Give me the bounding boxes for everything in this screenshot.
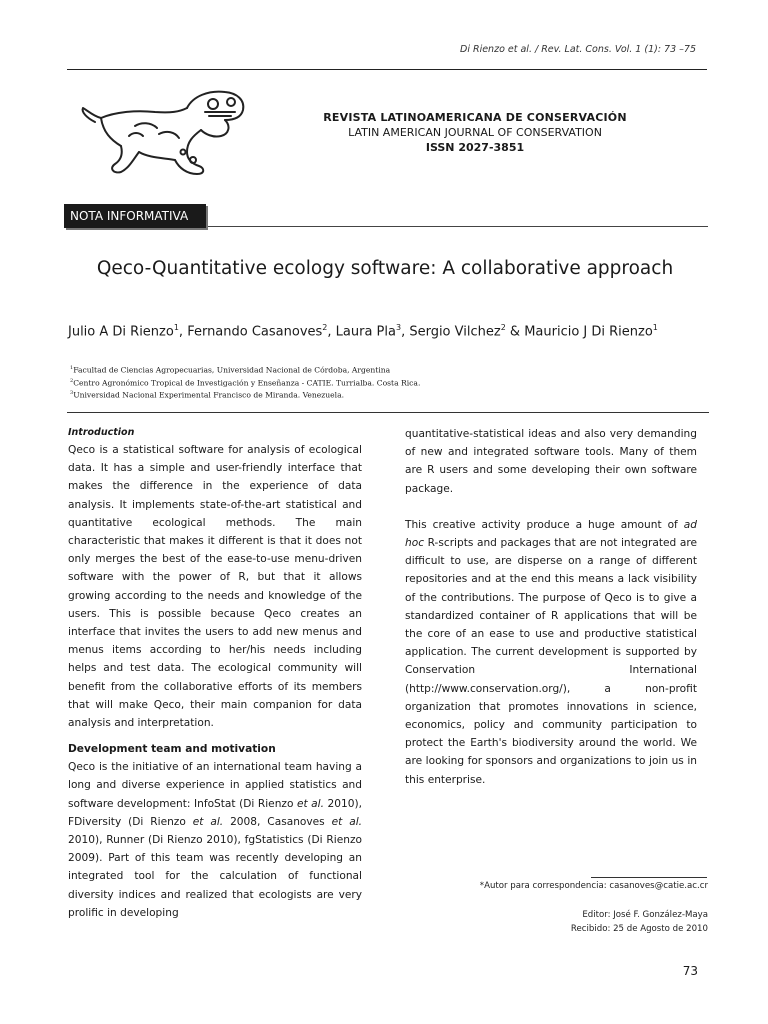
- affiliation-line: [70, 363, 710, 376]
- author-separator: &: [505, 324, 525, 340]
- journal-issn: ISSN 2027-3851: [425, 141, 525, 154]
- development-paragraph: [68, 758, 362, 922]
- section-heading-introduction: Introduction: [68, 427, 135, 438]
- affiliations: [70, 363, 710, 401]
- section-tag: NOTA INFORMATIVA: [64, 204, 206, 228]
- creative-activity-paragraph: [405, 516, 697, 789]
- journal-masthead: [320, 110, 630, 155]
- author-name: Julio A Di Rienzo: [68, 324, 174, 340]
- section-heading-development: Development team and motivation: [68, 743, 276, 756]
- footnote-rule: [591, 877, 707, 878]
- affiliation-text: Facultad de Ciencias Agropecuarias, Universidad Nacional de Córdoba, Argentina: [73, 365, 391, 375]
- author-separator: ,: [401, 324, 410, 340]
- author-affil-sup: 3: [395, 323, 402, 332]
- article-title: Qeco-Quantitative ecology software: A collaborative approach: [96, 258, 674, 279]
- affiliation-line: [70, 388, 710, 401]
- author-affil-sup: 2: [322, 323, 328, 332]
- affiliation-sup: 1: [70, 365, 74, 371]
- affiliation-sup: 2: [70, 377, 74, 384]
- header-rule: [67, 69, 707, 70]
- author-affil-sup: 2: [500, 323, 506, 332]
- author-name: Laura Pla: [335, 324, 396, 340]
- author-list: [68, 318, 708, 341]
- italic-run: et al.: [192, 815, 224, 828]
- received-line: Recibido: 25 de Agosto de 2010: [570, 924, 708, 934]
- body-column-left: [68, 425, 362, 922]
- italic-run: ad hoc: [405, 518, 697, 550]
- author-separator: ,: [178, 324, 188, 340]
- text-run: Qeco is the initiative of an international team having a long and diverse experience in applied statistics and software development: InfoStat (Di Rienzo: [68, 761, 362, 810]
- author-name: Mauricio J Di Rienzo: [524, 324, 653, 340]
- text-run: 2010), FDiversity (Di Rienzo: [68, 797, 362, 828]
- body-rule: [67, 412, 709, 413]
- italic-run: et al.: [296, 797, 324, 810]
- affiliation-text: Centro Agronómico Tropical de Investigación y Enseñanza - CATIE. Turrialba. Costa Rica.: [73, 378, 421, 388]
- text-run: This creative activity produce a huge amount of: [405, 518, 684, 531]
- author-separator: ,: [327, 324, 336, 340]
- author-affil-sup: 1: [173, 323, 179, 332]
- text-run: 2008, Casanoves: [223, 815, 332, 828]
- jaguar-logo: [75, 82, 255, 180]
- journal-name-es: REVISTA LATINOAMERICANA DE CONSERVACIÓN: [323, 111, 627, 124]
- text-run: R-scripts and packages that are not integrated are difficult to use, are disperse on a range of different repositories and at the end this means a lack visibility of the contributions. The purpose of Qeco is to give a standardized container of R applications that will be the core of an ease to use and productive statistical application. The current development is supported by Conservation International (http://www.conservation.org/), a non-profit organization that promotes innovations in science, economics, policy and community participation to protect the Earth's biodiversity around the world. We are looking for sponsors and organizations to join us in this enterprise.: [405, 537, 697, 786]
- continued-paragraph: quantitative-statistical ideas and also very demanding of new and integrated software tools. Many of them are R users and some developing their own software package.: [405, 428, 697, 495]
- editorial-info: [571, 908, 708, 936]
- journal-name-en: LATIN AMERICAN JOURNAL OF CONSERVATION: [348, 126, 602, 139]
- author-affil-sup: 1: [652, 323, 658, 332]
- running-head: Di Rienzo et al. / Rev. Lat. Cons. Vol. 1 (1): 73 –75: [460, 44, 696, 55]
- affiliation-sup: 3: [70, 390, 74, 397]
- author-name: Fernando Casanoves: [187, 324, 323, 340]
- author-name: Sergio Vilchez: [409, 324, 501, 340]
- editor-line: Editor: José F. González-Maya: [582, 910, 708, 920]
- affiliation-text: Universidad Nacional Experimental Francisco de Miranda. Venezuela.: [73, 390, 345, 400]
- body-column-right: [405, 425, 697, 789]
- affiliation-line: [70, 376, 710, 389]
- text-run: 2010), Runner (Di Rienzo 2010), fgStatistics (Di Rienzo 2009). Part of this team was recently developing an integrated tool for the calculation of functional diversity indices and realized that ecologists are very prolific in developing: [68, 834, 362, 919]
- page-number: 73: [682, 964, 698, 978]
- italic-run: et al.: [331, 815, 363, 828]
- intro-paragraph: Qeco is a statistical software for analysis of ecological data. It has a simple and user-friendly interface that makes the difference in the experience of data analysis. It implements state-of-the-art statistical and quantitative ecological methods. The main characteristic that makes it different is that it does not only merges the best of the ease-to-use menu-driven software with the power of R, but that it allows growing according to the needs and knowledge of the users. This is possible because Qeco creates an interface that invites the users to add new menus and menus items according to her/his needs including helps and test data. The ecological community will benefit from the collaborative efforts of its members that will make Qeco, their main companion for data analysis and interpretation.: [68, 444, 362, 730]
- correspondence-note: *Autor para correspondencia: casanoves@catie.ac.cr: [479, 881, 708, 891]
